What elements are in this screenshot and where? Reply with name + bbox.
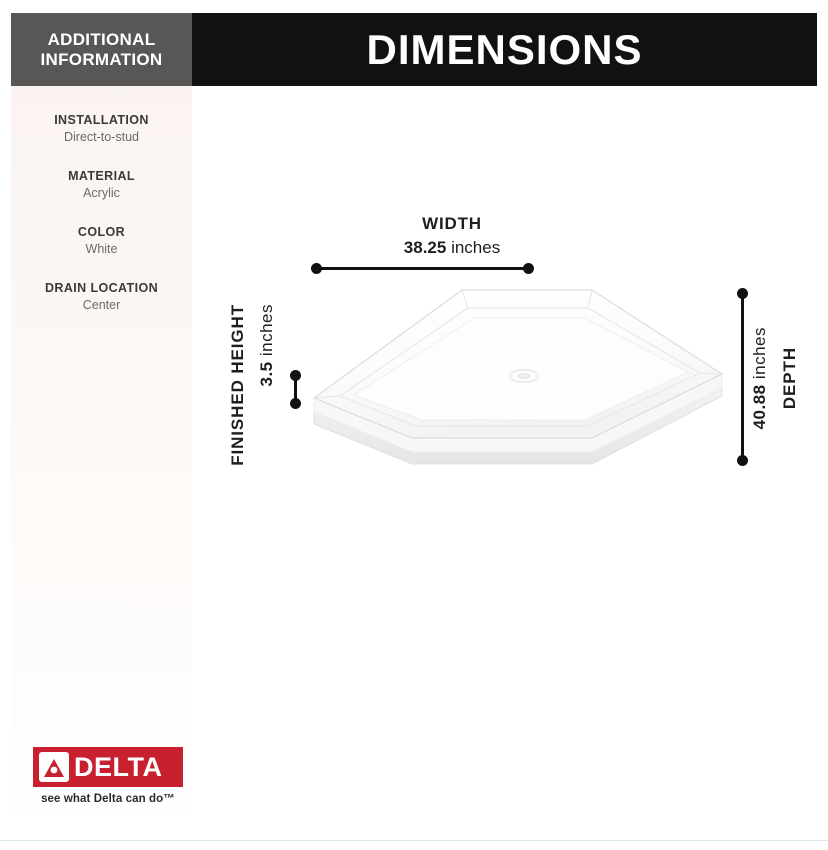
- height-value-number: 3.5: [257, 361, 276, 387]
- sidebar-header-line1: ADDITIONAL: [47, 29, 156, 49]
- page-left-margin: [0, 0, 11, 850]
- depth-dimension-label: [750, 298, 800, 458]
- height-value-unit: inches: [257, 304, 276, 357]
- spec-value: Center: [82, 298, 121, 312]
- height-value-text: [257, 304, 277, 387]
- spec-value: White: [85, 242, 118, 256]
- depth-dimension-line: [741, 292, 744, 460]
- page-title: DIMENSIONS: [366, 25, 643, 73]
- spec-item-color: [11, 224, 192, 258]
- brand-logo: [33, 747, 183, 805]
- sidebar: [11, 13, 192, 833]
- spec-value: Acrylic: [83, 186, 120, 200]
- neo-angle-shower-base-illustration: [292, 278, 752, 478]
- sidebar-header-line2: INFORMATION: [40, 49, 163, 69]
- height-dimension-label: [228, 304, 277, 466]
- width-endpoint-left-dot: [311, 263, 322, 274]
- logo-wordmark: DELTA: [74, 752, 163, 782]
- depth-endpoint-bottom-dot: [737, 455, 748, 466]
- page-bottom-divider: [0, 840, 828, 841]
- width-endpoint-right-dot: [523, 263, 534, 274]
- width-label-text: WIDTH: [422, 214, 482, 233]
- dimensions-diagram: [192, 86, 817, 833]
- spec-label: INSTALLATION: [54, 113, 149, 127]
- spec-label: COLOR: [77, 225, 126, 239]
- width-value-number: 38.25: [403, 238, 447, 257]
- width-value-text: [322, 238, 582, 258]
- spec-item-installation: [11, 112, 192, 146]
- spec-item-material: [11, 168, 192, 202]
- logo-bar: [33, 747, 183, 787]
- height-endpoint-bottom-dot: [290, 398, 301, 409]
- depth-label-text: DEPTH: [780, 346, 799, 410]
- sidebar-header: [11, 13, 192, 86]
- height-endpoint-top-dot: [290, 370, 301, 381]
- depth-endpoint-top-dot: [737, 288, 748, 299]
- logo-tagline: see what Delta can do™: [41, 793, 175, 805]
- depth-value-unit: inches: [750, 326, 769, 379]
- dimensions-banner: [192, 13, 817, 86]
- width-value-unit: inches: [451, 238, 501, 257]
- spec-label: MATERIAL: [68, 169, 135, 183]
- delta-triangle-glyph: [43, 758, 65, 778]
- spec-list: [11, 112, 192, 314]
- delta-triangle-icon: [39, 752, 69, 782]
- depth-value-number: 40.88: [750, 384, 769, 430]
- width-dimension-label: [322, 214, 582, 258]
- depth-value-text: [750, 327, 770, 429]
- spec-item-drain-location: [11, 280, 192, 314]
- height-label-text: FINISHED HEIGHT: [228, 304, 247, 466]
- spec-label: DRAIN LOCATION: [45, 281, 158, 295]
- spec-value: Direct-to-stud: [63, 130, 140, 144]
- width-dimension-line: [314, 267, 532, 270]
